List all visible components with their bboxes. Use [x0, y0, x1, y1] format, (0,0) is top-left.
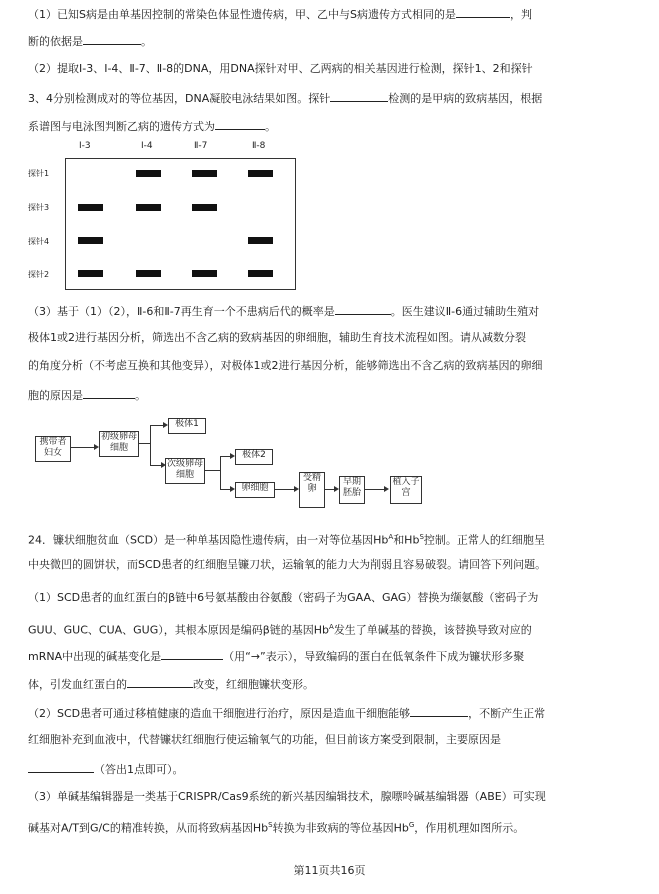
- gel-band: [78, 204, 103, 211]
- text: 检测的是甲病的致病基因，根据: [388, 92, 543, 105]
- q24-part1-line2: [28, 620, 532, 638]
- flow-fertilized-egg: 受精卵: [299, 472, 325, 508]
- text: 碱基对A/T到G/C的精准转换，从而将致病基因Hb: [28, 821, 269, 835]
- flow-secondary-oocyte: 次级卵母细胞: [165, 458, 205, 484]
- q23-part3-line2: 极体1或2进行基因分析，筛选出不含乙病的致病基因的卵细胞，辅助生育技术流程如图。请从减数分裂: [28, 331, 526, 344]
- gel-box: [65, 158, 296, 290]
- probe-label: 探针4: [28, 237, 50, 246]
- lane-label: Ⅰ-4: [141, 141, 153, 151]
- gel-band: [248, 170, 273, 177]
- gel-band: [192, 270, 217, 277]
- answer-blank[interactable]: [127, 676, 193, 688]
- gel-band: [136, 204, 161, 211]
- q24-part3-line2: [28, 818, 524, 836]
- q23-part1-line1: [28, 6, 532, 22]
- q24-part2-line1: [28, 705, 545, 721]
- text: GUU、GUC、CUA、GUG），其根本原因是编码β链的基因Hb: [28, 623, 330, 637]
- text: ，判: [509, 8, 532, 21]
- q23-part3-line4: [28, 387, 146, 403]
- text: mRNA中出现的碱基变化是: [28, 650, 162, 663]
- q23-part2-line2: [28, 90, 542, 106]
- answer-blank[interactable]: [335, 303, 391, 315]
- q24-part1-line1: （1）SCD患者的血红蛋白的β链中6号氨基酸由谷氨酸（密码子为GAA、GAG）替换为缬氨酸（密码子为: [28, 591, 539, 604]
- q24-stem-line1: [28, 530, 545, 548]
- superscript: G: [408, 821, 415, 829]
- lane-label: Ⅱ-7: [194, 141, 208, 151]
- text: 。: [141, 35, 152, 48]
- page-footer: 第11页共16页: [293, 864, 366, 877]
- text: 胞的原因是: [28, 389, 83, 402]
- text: ，作用机理如图所示。: [414, 821, 525, 835]
- flow-primary-oocyte: 初级卵母细胞: [99, 431, 139, 457]
- flow-polar-body-2: 极体2: [235, 449, 273, 465]
- answer-blank[interactable]: [28, 761, 94, 773]
- q24-part1-line3: [28, 648, 524, 664]
- flow-implant: 植入子宫: [390, 476, 422, 504]
- q24-part2-line2: 红细胞补充到血液中，代替镰状红细胞行使运输氧气的功能，但目前该方案受到限制，主要原因是: [28, 733, 501, 746]
- lane-label: Ⅰ-3: [79, 141, 91, 151]
- probe-label: 探针1: [28, 169, 50, 178]
- text: （3）基于（1）（2），Ⅱ-6和Ⅱ-7再生育一个不患病后代的概率是: [28, 305, 335, 318]
- text: 。医生建议Ⅱ-6通过辅助生殖对: [390, 305, 540, 318]
- answer-blank[interactable]: [410, 705, 468, 717]
- lane-label: Ⅱ-8: [252, 141, 266, 151]
- text: 24．镰状细胞贫血（SCD）是一种单基因隐性遗传病，由一对等位基因Hb: [28, 533, 389, 547]
- flow-early-embryo: 早期胚胎: [339, 476, 365, 504]
- text: 发生了单碱基的替换，该替换导致对应的: [333, 623, 532, 637]
- q24-part2-line3: [28, 761, 184, 777]
- flow-egg: 卵细胞: [235, 482, 275, 498]
- text: ，不断产生正常: [468, 707, 546, 720]
- answer-blank[interactable]: [330, 90, 388, 102]
- answer-blank[interactable]: [83, 33, 141, 45]
- q23-part2-line3: [28, 118, 276, 134]
- gel-band: [248, 237, 273, 244]
- q23-part3-line3: 的角度分析（不考虑互换和其他变异），对极体1或2进行基因分析，能够筛选出不含乙病的致病基因的卵细: [28, 359, 543, 372]
- text: 系谱图与电泳图判断乙病的遗传方式为: [28, 120, 215, 133]
- text: （1）已知S病是由单基因控制的常染色体显性遗传病，甲、乙中与S病遗传方式相同的是: [28, 8, 456, 21]
- text: 。: [265, 120, 276, 133]
- superscript: S: [268, 821, 273, 829]
- flow-carrier: 携带者妇女: [35, 436, 71, 462]
- gel-band: [78, 270, 103, 277]
- q24-part3-line1: （3）单碱基编辑器是一类基于CRISPR/Cas9系统的新兴基因编辑技术，腺嘌呤碱基编辑器（ABE）可实现: [28, 790, 546, 803]
- superscript: S: [419, 533, 424, 541]
- flow-polar-body-1: 极体1: [168, 418, 206, 434]
- text: 体，引发血红蛋白的: [28, 678, 127, 691]
- gel-band: [136, 170, 161, 177]
- text: 3、4分别检测成对的等位基因，DNA凝胶电泳结果如图。探针: [28, 92, 331, 105]
- text: 转换为非致病的等位基因Hb: [272, 821, 409, 835]
- text: 断的依据是: [28, 35, 83, 48]
- probe-label: 探针2: [28, 270, 50, 279]
- gel-band: [78, 237, 103, 244]
- probe-label: 探针3: [28, 203, 50, 212]
- answer-blank[interactable]: [83, 387, 135, 399]
- text: 和Hb: [393, 533, 420, 547]
- q23-part1-line2: [28, 33, 152, 49]
- text: 。: [135, 389, 146, 402]
- q23-part3-line1: [28, 303, 539, 319]
- answer-blank[interactable]: [215, 118, 265, 130]
- text: （答出1点即可）。: [94, 763, 184, 776]
- text: 控制。正常人的红细胞呈: [423, 533, 545, 547]
- gel-band: [192, 170, 217, 177]
- text: （用“→”表示），导致编码的蛋白在低氧条件下成为镰状形多聚: [223, 650, 525, 663]
- answer-blank[interactable]: [161, 648, 223, 660]
- superscript: A: [329, 623, 334, 631]
- q24-part1-line4: [28, 676, 314, 692]
- gel-band: [136, 270, 161, 277]
- answer-blank[interactable]: [456, 6, 510, 18]
- gel-band: [192, 204, 217, 211]
- text: （2）SCD患者可通过移植健康的造血干细胞进行治疗，原因是造血干细胞能够: [28, 707, 411, 720]
- superscript: A: [388, 533, 394, 541]
- q24-stem-line2: 中央微凹的圆饼状，而SCD患者的红细胞呈镰刀状，运输氧的能力大为削弱且容易破裂。请回答下列问题。: [28, 558, 547, 571]
- text: 改变，红细胞镰状变形。: [193, 678, 314, 691]
- q23-part2-line1: （2）提取Ⅰ-3、Ⅰ-4、Ⅱ-7、Ⅱ-8的DNA，用DNA探针对甲、乙两病的相关基因进行检测，探针1、2和探针: [28, 62, 533, 75]
- gel-band: [248, 270, 273, 277]
